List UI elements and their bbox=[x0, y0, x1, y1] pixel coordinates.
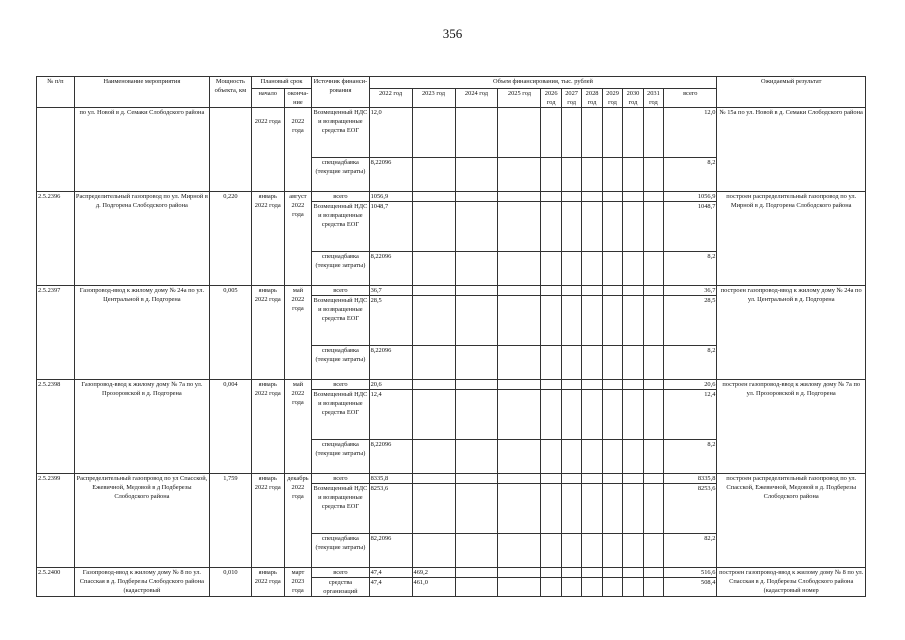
capacity-value: 0,010 bbox=[209, 568, 251, 597]
value-empty bbox=[498, 108, 541, 158]
value-empty bbox=[602, 192, 622, 202]
value-empty bbox=[455, 568, 498, 578]
header-year: 2030 год bbox=[623, 89, 643, 108]
value-empty bbox=[541, 474, 561, 484]
value-empty bbox=[455, 578, 498, 597]
value-2023: 469,2 bbox=[412, 568, 455, 578]
funding-source: спецнадбавка (текущие затраты) bbox=[312, 158, 369, 192]
funding-source: всего bbox=[312, 192, 369, 202]
value-empty bbox=[582, 568, 602, 578]
value-empty bbox=[582, 380, 602, 390]
header-term-start: начало bbox=[251, 89, 284, 108]
expected-result: № 15а по ул. Новой в д. Семаки Слободского района bbox=[717, 108, 866, 192]
value-empty bbox=[455, 192, 498, 202]
header-capacity: Мощность объекта, км bbox=[209, 77, 251, 108]
funding-source: спецнадбавка (текущие затраты) bbox=[312, 252, 369, 286]
term-start-month: январь bbox=[258, 569, 277, 576]
row-number: 2.5.2399 bbox=[37, 474, 75, 568]
value-total: 8,2 bbox=[664, 346, 717, 380]
event-name: Распределительный газопровод по ул. Мирной в д. Подгорена Слободского района bbox=[74, 192, 209, 286]
value-empty bbox=[561, 380, 581, 390]
value-total: 36,7 bbox=[664, 286, 717, 296]
header-year: 2023 год bbox=[412, 89, 455, 108]
value-total: 516,6 bbox=[664, 568, 717, 578]
term-end-year: 2022 года bbox=[291, 296, 305, 312]
value-empty bbox=[498, 440, 541, 474]
page-number: 356 bbox=[442, 26, 463, 41]
funding-source: средства организаций bbox=[312, 578, 369, 597]
funding-source: спецнадбавка (текущие затраты) bbox=[312, 346, 369, 380]
value-empty bbox=[602, 158, 622, 192]
value-empty bbox=[498, 474, 541, 484]
value-2023 bbox=[412, 108, 455, 158]
value-total: 8253,6 bbox=[664, 484, 717, 534]
term-start bbox=[251, 568, 284, 597]
funding-source: всего bbox=[312, 568, 369, 578]
value-empty bbox=[561, 484, 581, 534]
value-empty bbox=[643, 578, 663, 597]
value-empty bbox=[561, 202, 581, 252]
value-empty bbox=[498, 534, 541, 568]
term-start-year: 2022 года bbox=[254, 118, 281, 125]
value-empty bbox=[561, 286, 581, 296]
value-empty bbox=[541, 484, 561, 534]
value-2023 bbox=[412, 534, 455, 568]
value-empty bbox=[498, 484, 541, 534]
table-row bbox=[37, 286, 866, 296]
funding-source: Возмещенный НДС и возвращенные средства ЕОГ bbox=[312, 484, 369, 534]
value-total: 8,2 bbox=[664, 158, 717, 192]
value-empty bbox=[582, 108, 602, 158]
value-2023 bbox=[412, 380, 455, 390]
value-empty bbox=[582, 192, 602, 202]
funding-source: спецнадбавка (текущие затраты) bbox=[312, 534, 369, 568]
value-empty bbox=[455, 108, 498, 158]
value-empty bbox=[623, 568, 643, 578]
header-year: 2031 год bbox=[643, 89, 663, 108]
event-name: Газопровод-ввод к жилому дому № 8 по ул. Спасская в д. Подберезы Слободского района (кадастровый bbox=[74, 568, 209, 597]
term-start-year: 2022 года bbox=[254, 296, 281, 303]
value-empty bbox=[455, 346, 498, 380]
term-end bbox=[284, 286, 312, 380]
value-empty bbox=[498, 296, 541, 346]
value-empty bbox=[561, 346, 581, 380]
value-2022: 12,0 bbox=[369, 108, 412, 158]
value-2022: 82,2096 bbox=[369, 534, 412, 568]
value-empty bbox=[623, 390, 643, 440]
value-empty bbox=[582, 252, 602, 286]
term-end-month: май bbox=[292, 381, 304, 388]
header-year: 2024 год bbox=[455, 89, 498, 108]
funding-source: Возмещенный НДС и возвращенные средства ЕОГ bbox=[312, 390, 369, 440]
capacity-value: 1,759 bbox=[209, 474, 251, 568]
header-name: Наименование мероприятия bbox=[74, 77, 209, 108]
value-empty bbox=[582, 158, 602, 192]
value-total: 20,6 bbox=[664, 380, 717, 390]
value-empty bbox=[602, 202, 622, 252]
header-term: Плановый срок bbox=[251, 77, 311, 89]
value-empty bbox=[623, 578, 643, 597]
value-total: 8,2 bbox=[664, 440, 717, 474]
value-2023 bbox=[412, 484, 455, 534]
value-empty bbox=[623, 380, 643, 390]
expected-result: построен распределительный газопровод по ул. Спасской, Ежевичной, Медовой в д. Подберезы Слободского района bbox=[717, 474, 866, 568]
value-empty bbox=[541, 192, 561, 202]
value-empty bbox=[582, 534, 602, 568]
value-empty bbox=[643, 346, 663, 380]
table-row bbox=[37, 568, 866, 578]
term-start-month: январь bbox=[258, 475, 277, 482]
header-year: 2029 год bbox=[602, 89, 622, 108]
value-empty bbox=[623, 252, 643, 286]
term-start bbox=[251, 474, 284, 568]
value-empty bbox=[498, 568, 541, 578]
value-empty bbox=[561, 474, 581, 484]
value-empty bbox=[643, 158, 663, 192]
value-2022: 47,4 bbox=[369, 578, 412, 597]
value-empty bbox=[561, 578, 581, 597]
value-empty bbox=[623, 202, 643, 252]
value-2022: 8,22096 bbox=[369, 252, 412, 286]
value-2022: 8,22096 bbox=[369, 440, 412, 474]
value-total: 8335,8 bbox=[664, 474, 717, 484]
header-year: 2022 год bbox=[369, 89, 412, 108]
value-empty bbox=[602, 346, 622, 380]
value-empty bbox=[455, 296, 498, 346]
value-empty bbox=[498, 578, 541, 597]
value-empty bbox=[561, 568, 581, 578]
funding-source: Возмещенный НДС и возвращенные средства ЕОГ bbox=[312, 202, 369, 252]
table-row bbox=[37, 108, 866, 158]
value-empty bbox=[643, 534, 663, 568]
value-empty bbox=[643, 252, 663, 286]
funding-source: Возмещенный НДС и возвращенные средства ЕОГ bbox=[312, 296, 369, 346]
term-end-year: 2022 года bbox=[291, 390, 305, 406]
value-empty bbox=[455, 202, 498, 252]
value-empty bbox=[498, 286, 541, 296]
value-empty bbox=[623, 108, 643, 158]
value-2023 bbox=[412, 252, 455, 286]
value-empty bbox=[582, 286, 602, 296]
row-number: 2.5.2398 bbox=[37, 380, 75, 474]
value-empty bbox=[643, 286, 663, 296]
value-empty bbox=[498, 390, 541, 440]
term-end bbox=[284, 380, 312, 474]
value-empty bbox=[602, 534, 622, 568]
value-empty bbox=[455, 484, 498, 534]
value-empty bbox=[602, 568, 622, 578]
term-end-month: август bbox=[289, 193, 307, 200]
value-empty bbox=[643, 296, 663, 346]
value-total: 28,5 bbox=[664, 296, 717, 346]
value-2022: 12,4 bbox=[369, 390, 412, 440]
capacity-value: 0,220 bbox=[209, 192, 251, 286]
value-empty bbox=[455, 390, 498, 440]
value-empty bbox=[498, 158, 541, 192]
term-end bbox=[284, 192, 312, 286]
term-start-year: 2022 года bbox=[254, 578, 281, 585]
value-empty bbox=[602, 380, 622, 390]
value-empty bbox=[541, 202, 561, 252]
value-empty bbox=[561, 440, 581, 474]
value-empty bbox=[541, 346, 561, 380]
value-empty bbox=[602, 390, 622, 440]
table-row bbox=[37, 380, 866, 390]
term-start bbox=[251, 108, 284, 192]
funding-source: всего bbox=[312, 474, 369, 484]
event-name: Газопровод-ввод к жилому дому № 24а по ул. Центральной в д. Подгорена bbox=[74, 286, 209, 380]
value-empty bbox=[455, 158, 498, 192]
value-empty bbox=[455, 252, 498, 286]
term-start-month: январь bbox=[258, 287, 277, 294]
value-2023 bbox=[412, 440, 455, 474]
value-empty bbox=[561, 192, 581, 202]
table-row bbox=[37, 192, 866, 202]
value-empty bbox=[498, 380, 541, 390]
value-empty bbox=[623, 296, 643, 346]
event-name: Газопровод-ввод к жилому дому № 7а по ул. Прозоровской в д. Подгорена bbox=[74, 380, 209, 474]
row-number bbox=[37, 108, 75, 192]
value-empty bbox=[498, 346, 541, 380]
header-year: 2025 год bbox=[498, 89, 541, 108]
value-total: 12,4 bbox=[664, 390, 717, 440]
value-empty bbox=[541, 252, 561, 286]
value-total: 1048,7 bbox=[664, 202, 717, 252]
value-empty bbox=[455, 440, 498, 474]
funding-source: Возмещенный НДС и возвращенные средства ЕОГ bbox=[312, 108, 369, 158]
term-start bbox=[251, 380, 284, 474]
term-end-year: 2023 года bbox=[291, 578, 305, 594]
row-number: 2.5.2396 bbox=[37, 192, 75, 286]
value-2023 bbox=[412, 192, 455, 202]
value-empty bbox=[623, 440, 643, 474]
value-empty bbox=[643, 484, 663, 534]
header-year: 2028 год bbox=[582, 89, 602, 108]
term-end bbox=[284, 568, 312, 597]
expected-result: построен газопровод-ввод к жилому дому № 8 по ул. Спасская в д. Подберезы Слободского района (кадастровый номер bbox=[717, 568, 866, 597]
expected-result: построен газопровод-ввод к жилому дому № 24а по ул. Центральной в д. Подгорена bbox=[717, 286, 866, 380]
term-end-month: декабрь bbox=[287, 475, 309, 482]
value-empty bbox=[582, 578, 602, 597]
value-empty bbox=[541, 296, 561, 346]
term-end-month: март bbox=[291, 569, 305, 576]
financing-table bbox=[36, 76, 866, 597]
value-empty bbox=[541, 578, 561, 597]
capacity-value: 0,004 bbox=[209, 380, 251, 474]
funding-source: всего bbox=[312, 286, 369, 296]
value-empty bbox=[643, 108, 663, 158]
term-end-year: 2022 года bbox=[291, 484, 305, 500]
value-2022: 1048,7 bbox=[369, 202, 412, 252]
value-empty bbox=[455, 286, 498, 296]
term-start bbox=[251, 192, 284, 286]
value-total: 12,0 bbox=[664, 108, 717, 158]
header-result: Ожидаемый результат bbox=[717, 77, 866, 108]
capacity-value bbox=[209, 108, 251, 192]
value-2022: 8,22096 bbox=[369, 346, 412, 380]
value-empty bbox=[602, 108, 622, 158]
value-empty bbox=[498, 202, 541, 252]
value-empty bbox=[541, 108, 561, 158]
term-end-month: май bbox=[292, 287, 304, 294]
value-total: 508,4 bbox=[664, 578, 717, 597]
value-empty bbox=[561, 296, 581, 346]
value-empty bbox=[602, 484, 622, 534]
value-2023 bbox=[412, 346, 455, 380]
term-start-year: 2022 года bbox=[254, 390, 281, 397]
value-empty bbox=[623, 474, 643, 484]
expected-result: построен распределительный газопровод по ул. Мирной в д. Подгорена Слободского района bbox=[717, 192, 866, 286]
value-2022: 1056,9 bbox=[369, 192, 412, 202]
header-term-end: оконча-ние bbox=[284, 89, 312, 108]
value-empty bbox=[582, 296, 602, 346]
value-empty bbox=[623, 192, 643, 202]
value-empty bbox=[582, 346, 602, 380]
value-empty bbox=[541, 568, 561, 578]
value-total: 1056,9 bbox=[664, 192, 717, 202]
value-empty bbox=[643, 202, 663, 252]
value-empty bbox=[623, 534, 643, 568]
value-2023 bbox=[412, 158, 455, 192]
row-number: 2.5.2397 bbox=[37, 286, 75, 380]
value-2022: 20,6 bbox=[369, 380, 412, 390]
value-2022: 8335,8 bbox=[369, 474, 412, 484]
value-empty bbox=[582, 202, 602, 252]
value-empty bbox=[602, 578, 622, 597]
value-empty bbox=[455, 474, 498, 484]
value-empty bbox=[623, 158, 643, 192]
value-empty bbox=[643, 192, 663, 202]
term-start-year: 2022 года bbox=[254, 202, 281, 209]
value-2022: 47,4 bbox=[369, 568, 412, 578]
value-empty bbox=[541, 534, 561, 568]
term-end-year: 2022 года bbox=[291, 202, 305, 218]
value-2022: 8253,6 bbox=[369, 484, 412, 534]
value-empty bbox=[582, 440, 602, 474]
value-empty bbox=[602, 440, 622, 474]
value-total: 82,2 bbox=[664, 534, 717, 568]
value-empty bbox=[602, 286, 622, 296]
value-empty bbox=[561, 158, 581, 192]
value-empty bbox=[602, 474, 622, 484]
value-empty bbox=[561, 252, 581, 286]
value-empty bbox=[561, 108, 581, 158]
value-2023 bbox=[412, 474, 455, 484]
value-empty bbox=[455, 534, 498, 568]
expected-result: построен газопровод-ввод к жилому дому № 7а по ул. Прозоровской в д. Подгорена bbox=[717, 380, 866, 474]
value-2022: 8,22096 bbox=[369, 158, 412, 192]
value-2023: 461,0 bbox=[412, 578, 455, 597]
term-start-month: январь bbox=[258, 381, 277, 388]
value-2023 bbox=[412, 202, 455, 252]
capacity-value: 0,005 bbox=[209, 286, 251, 380]
header-volume: Объем финансирования, тыс. рублей bbox=[369, 77, 717, 89]
value-empty bbox=[623, 484, 643, 534]
value-2023 bbox=[412, 390, 455, 440]
value-empty bbox=[498, 252, 541, 286]
value-empty bbox=[602, 252, 622, 286]
event-name: по ул. Новой в д. Семаки Слободского района bbox=[74, 108, 209, 192]
term-end bbox=[284, 474, 312, 568]
value-total: 8,2 bbox=[664, 252, 717, 286]
value-empty bbox=[455, 380, 498, 390]
header-num: № п/п bbox=[37, 77, 75, 108]
value-empty bbox=[623, 286, 643, 296]
term-start-year: 2022 года bbox=[254, 484, 281, 491]
value-2023 bbox=[412, 296, 455, 346]
funding-source: всего bbox=[312, 380, 369, 390]
term-start bbox=[251, 286, 284, 380]
value-empty bbox=[643, 390, 663, 440]
value-empty bbox=[541, 286, 561, 296]
value-empty bbox=[643, 440, 663, 474]
funding-source: спецнадбавка (текущие затраты) bbox=[312, 440, 369, 474]
row-number: 2.5.2400 bbox=[37, 568, 75, 597]
value-2023 bbox=[412, 286, 455, 296]
event-name: Распределительный газопровод по ул Спасской, Ежевичной, Медовой в д Подберезы Слободского района bbox=[74, 474, 209, 568]
value-empty bbox=[582, 390, 602, 440]
value-empty bbox=[561, 390, 581, 440]
header-total: всего bbox=[664, 89, 717, 108]
value-empty bbox=[582, 474, 602, 484]
table-row bbox=[37, 474, 866, 484]
value-empty bbox=[643, 380, 663, 390]
value-empty bbox=[623, 346, 643, 380]
value-empty bbox=[643, 568, 663, 578]
value-empty bbox=[541, 158, 561, 192]
header-year: 2026 год bbox=[541, 89, 561, 108]
header-source: Источник финанси-рования bbox=[312, 77, 369, 108]
value-2022: 28,5 bbox=[369, 296, 412, 346]
value-2022: 36,7 bbox=[369, 286, 412, 296]
header-year: 2027 год bbox=[561, 89, 581, 108]
value-empty bbox=[498, 192, 541, 202]
value-empty bbox=[582, 484, 602, 534]
term-start-month: январь bbox=[258, 193, 277, 200]
value-empty bbox=[643, 474, 663, 484]
value-empty bbox=[541, 390, 561, 440]
value-empty bbox=[541, 440, 561, 474]
term-end bbox=[284, 108, 312, 192]
value-empty bbox=[561, 534, 581, 568]
value-empty bbox=[602, 296, 622, 346]
value-empty bbox=[541, 380, 561, 390]
term-end-year: 2022 года bbox=[291, 118, 305, 134]
